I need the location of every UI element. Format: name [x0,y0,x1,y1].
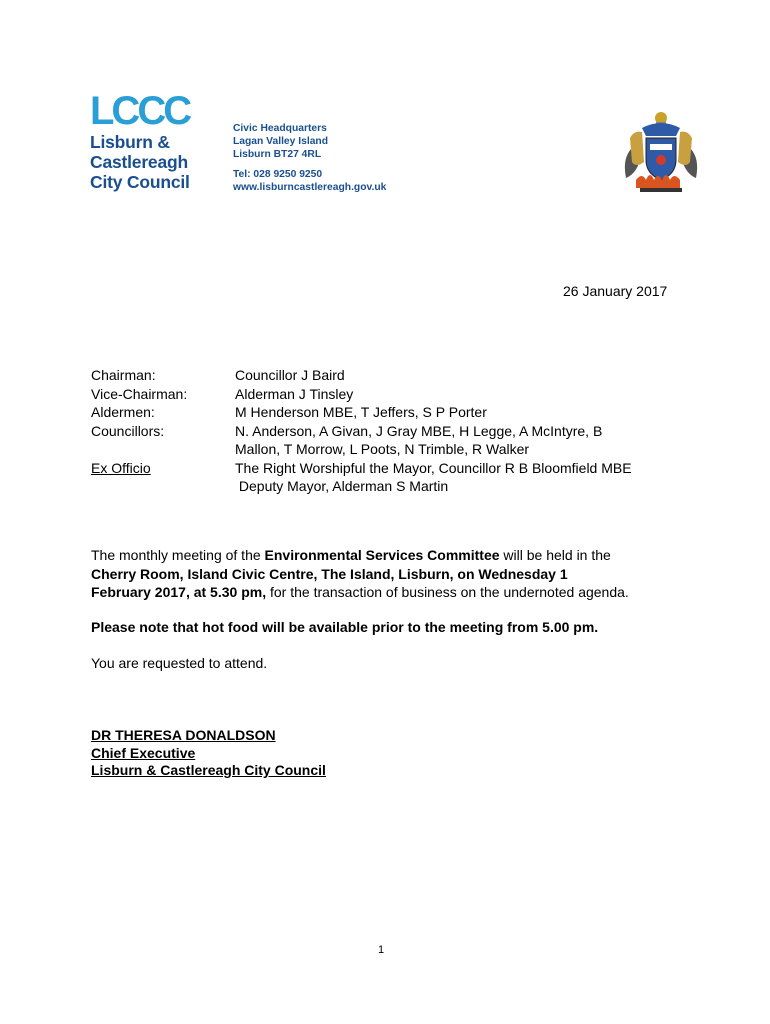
role-label-ex-officio: Ex Officio [91,459,151,476]
hot-food-notice: Please note that hot food will be available prior to the meeting from 5.00 pm. [91,619,599,635]
telephone: Tel: 028 9250 9250 [233,168,323,180]
text-run: will be held in the [499,547,611,563]
logo-line: Lisburn & [90,132,170,152]
website-link[interactable]: www.lisburncastlereagh.gov.uk [233,181,387,193]
meeting-venue: Cherry Room, Island Civic Centre, The Island, Lisburn, on Wednesday 1 [91,565,568,582]
role-value: Deputy Mayor, Alderman S Martin [235,478,449,494]
page-number: 1 [378,944,385,956]
role-label: Chairman: [91,367,156,383]
signatory-name: DR THERESA DONALDSON [91,727,276,743]
role-value: Alderman J Tinsley [235,385,354,402]
role-value: N. Anderson, A Givan, J Gray MBE, H Legge, A McIntyre, B [235,422,603,439]
address-block [233,122,386,194]
address-line: Lagan Valley Island [233,136,328,148]
role-label: Vice-Chairman: [91,385,188,402]
roles-values [235,366,632,496]
lccc-logo-mark [90,92,200,128]
role-label: Councillors: [91,422,165,439]
address-line: Civic Headquarters [233,123,327,134]
council-logo-wordmark [90,132,190,192]
role-value: The Right Worshipful the Mayor, Councillor R B Bloomfield MBE [235,459,632,476]
logo-line: City Council [90,172,190,192]
logo-mark-text: LCCC [90,92,190,128]
text-run: The monthly meeting of the [91,547,265,563]
role-value: Mallon, T Morrow, L Poots, N Trimble, R Walker [235,441,530,457]
role-label [91,440,187,459]
role-value: M Henderson MBE, T Jeffers, S P Porter [235,404,487,420]
signature-block [91,727,326,780]
logo-line: Castlereagh [90,152,188,172]
role-label: Aldermen: [91,404,155,420]
meeting-time: February 2017, at 5.30 pm, [91,584,267,600]
address-line: Lisburn BT27 4RL [233,149,322,161]
committee-name: Environmental Services Committee [264,547,500,563]
roles-labels [91,366,187,477]
text-run: for the transaction of business on the undernoted agenda. [266,584,629,600]
meeting-notice-paragraph [91,546,691,602]
attend-request: You are requested to attend. [91,655,268,671]
role-value: Councillor J Baird [235,367,345,383]
coat-of-arms-icon [622,108,700,196]
letter-date: 26 January 2017 [563,283,668,299]
signatory-title: Chief Executive [91,744,196,761]
signatory-organisation: Lisburn & Castlereagh City Council [91,762,326,778]
